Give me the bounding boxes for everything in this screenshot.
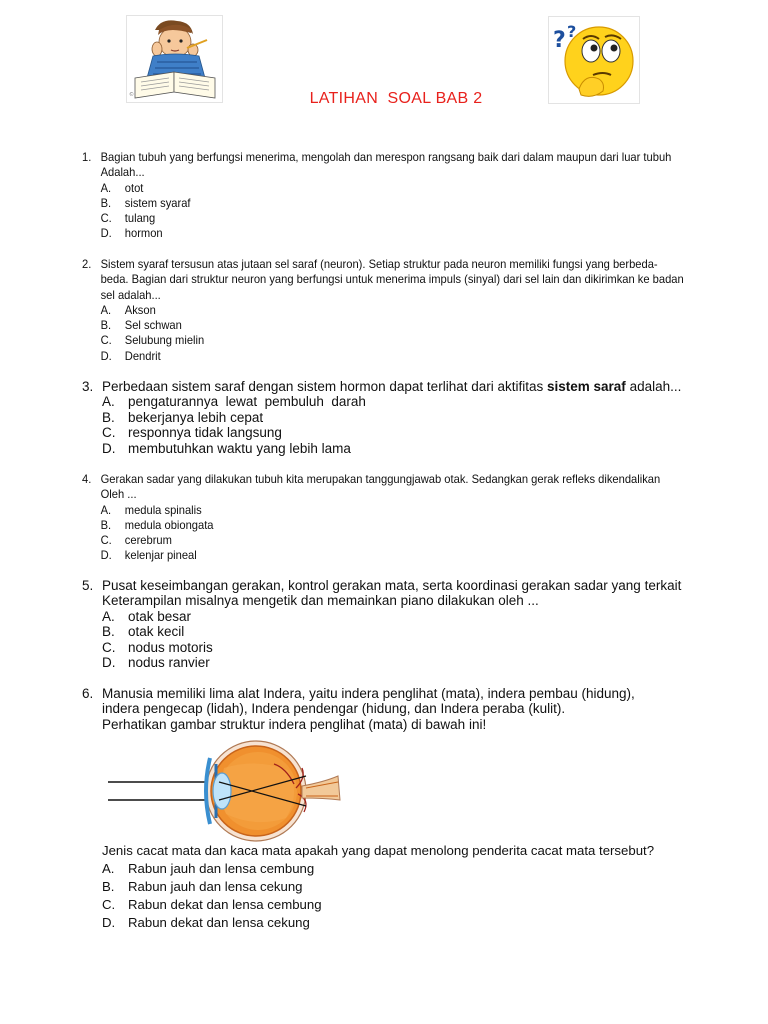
svg-text:?: ?: [553, 28, 566, 53]
option-a[interactable]: A. otak besar: [102, 608, 192, 624]
question-6-prompt: [82, 842, 722, 932]
option-d[interactable]: D. Rabun dekat dan lensa cekung: [102, 915, 310, 930]
page-title: LATIHAN SOAL BAB 2: [309, 90, 483, 107]
option-d[interactable]: D. kelenjar pineal: [100, 548, 197, 563]
option-c[interactable]: C. nodus motoris: [102, 639, 213, 655]
question-number: 6.: [82, 686, 94, 701]
question-3: [82, 379, 722, 456]
question-4: [82, 472, 722, 564]
question-text: Manusia memiliki lima alat Indera, yaitu indera penglihat (mata), indera pembau (hidung), indera pengecap (lidah), Indera pendengar (hidung, dan Indera peraba (kulit). Perhatikan gambar struktur indera penglihat (mata) di bawah ini!: [102, 686, 635, 732]
question-5: [82, 578, 722, 670]
question-text: Bagian tubuh yang berfungsi menerima, mengolah dan merespon rangsang baik dari dalam maupun dari luar tubuh Adalah...: [100, 150, 672, 180]
question-text: Jenis cacat mata dan kaca mata apakah yang dapat menolong penderita cacat mata tersebut?: [102, 843, 655, 858]
question-number: 5.: [82, 578, 94, 593]
option-d[interactable]: D. nodus ranvier: [102, 655, 210, 671]
option-b[interactable]: B. bekerjanya lebih cepat: [102, 409, 264, 425]
question-number: 1.: [82, 150, 92, 164]
lens: [213, 773, 231, 809]
option-a[interactable]: A. medula spinalis: [100, 502, 202, 517]
option-b[interactable]: B. Sel schwan: [100, 318, 182, 333]
question-text: Gerakan sadar yang dilakukan tubuh kita merupakan tanggungjawab otak. Sedangkan gerak refleks dikendalikan Oleh ...: [100, 472, 661, 502]
option-d[interactable]: D. membutuhkan waktu yang lebih lama: [102, 440, 351, 456]
question-number: 4.: [82, 472, 92, 486]
question-1: [82, 150, 722, 242]
question-text: Pusat keseimbangan gerakan, kontrol gerakan mata, serta koordinasi gerakan sadar yang terkait Keterampilan misalnya mengetik dan memainkan piano dilakukan oleh ...: [102, 578, 682, 609]
option-c[interactable]: C. tulang: [100, 211, 156, 226]
question-2: [82, 257, 722, 364]
option-a[interactable]: A. Rabun jauh dan lensa cembung: [102, 861, 315, 876]
question-number: 2.: [82, 257, 92, 271]
option-b[interactable]: B. sistem syaraf: [100, 195, 191, 210]
question-text: Perbedaan sistem saraf dengan sistem hormon dapat terlihat dari aktifitas sistem saraf adalah...: [102, 379, 682, 394]
question-6: [82, 686, 722, 732]
option-c[interactable]: C. cerebrum: [100, 533, 172, 548]
option-a[interactable]: A. Akson: [100, 302, 156, 317]
option-a[interactable]: A. pengaturannya lewat pembuluh darah: [102, 394, 366, 410]
option-c[interactable]: C. Selubung mielin: [100, 333, 205, 348]
option-d[interactable]: D. Dendrit: [100, 348, 161, 363]
option-b[interactable]: B. otak kecil: [102, 624, 185, 640]
option-d[interactable]: D. hormon: [100, 226, 163, 241]
option-a[interactable]: A. otot: [100, 180, 144, 195]
question-text: Sistem syaraf tersusun atas jutaan sel saraf (neuron). Setiap struktur pada neuron memiliki fungsi yang berbeda- beda. Bagian dari struktur neuron yang berfungsi untuk menerima impuls (sinyal) dari sel lain dan dikirimkan ke badan sel adalah...: [100, 257, 684, 302]
option-b[interactable]: B. medula obiongata: [100, 517, 214, 532]
question-number: 3.: [82, 379, 94, 394]
svg-text:©: ©: [129, 92, 134, 98]
svg-text:?: ?: [567, 22, 577, 41]
eye-cross-section-diagram: [106, 738, 356, 842]
bold-term: sistem saraf: [547, 379, 626, 394]
option-c[interactable]: C. Rabun dekat dan lensa cembung: [102, 897, 322, 912]
option-c[interactable]: C. responnya tidak langsung: [102, 425, 282, 441]
option-b[interactable]: B. Rabun jauh dan lensa cekung: [102, 879, 303, 894]
